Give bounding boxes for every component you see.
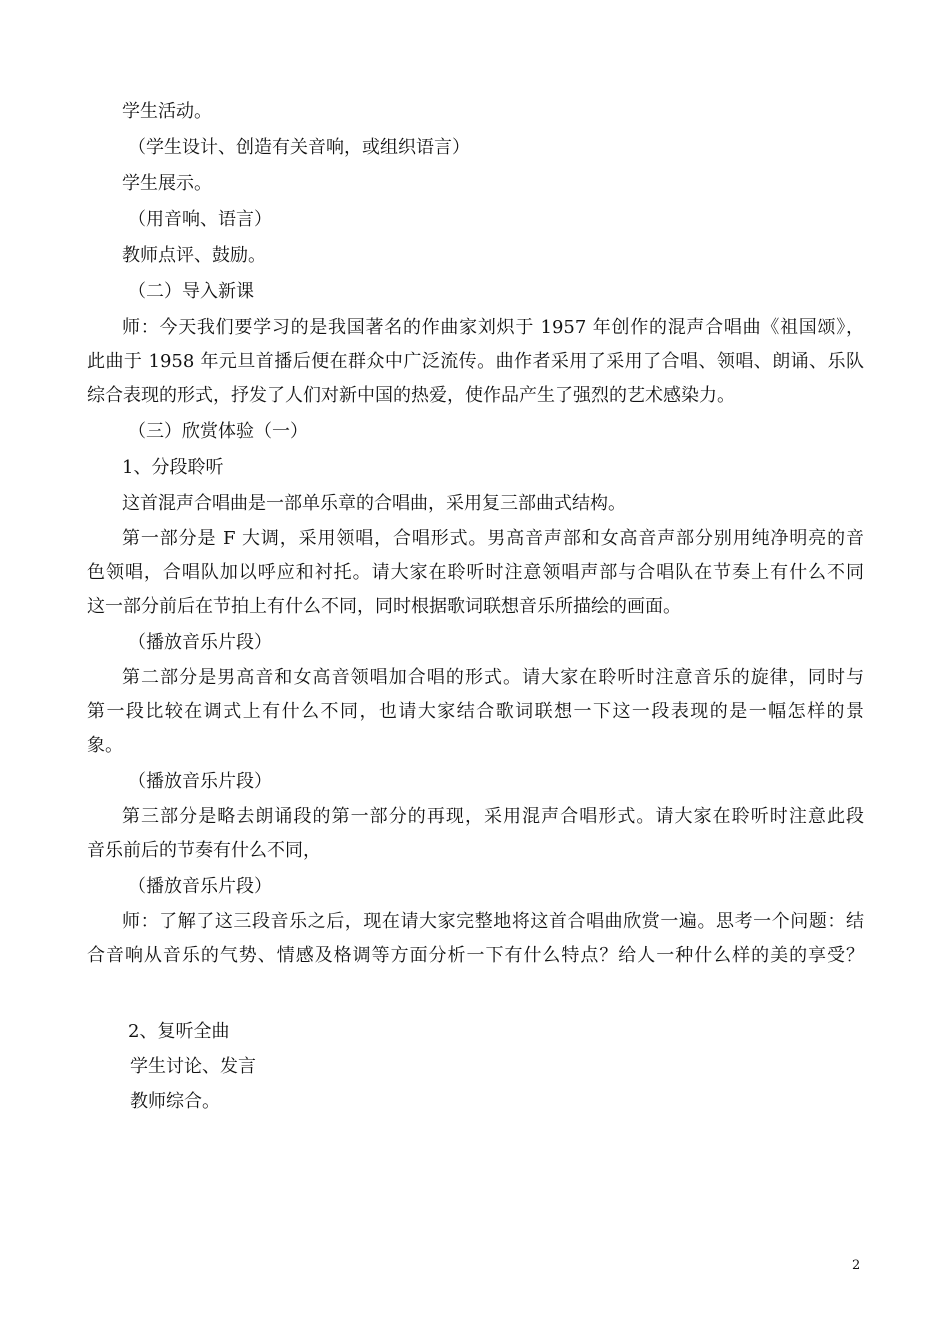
section-heading: （三）欣赏体验（一） (128, 421, 308, 442)
paragraph-line: 师：了解了这三段音乐之后，现在请大家完整地将这首合唱曲欣赏一遍。思考一个问题：结 (122, 911, 864, 932)
paragraph-line: 第三部分是略去朗诵段的第一部分的再现，采用混声合唱形式。请大家在聆听时注意此段 (122, 806, 864, 827)
text-line: 学生讨论、发言 (130, 1056, 256, 1077)
subsection-heading: 1、分段聆听 (122, 457, 224, 478)
paragraph-line: 综合表现的形式，抒发了人们对新中国的热爱，使作品产生了强烈的艺术感染力。 (87, 385, 735, 406)
paragraph-line: 第一部分是 F 大调，采用领唱，合唱形式。男高音声部和女高音声部分别用纯净明亮的音 (122, 528, 864, 549)
paragraph-line: 色领唱，合唱队加以呼应和衬托。请大家在聆听时注意领唱声部与合唱队在节奏上有什么不同 (87, 562, 864, 583)
stage-direction: （播放音乐片段） (128, 876, 272, 897)
paragraph-line: 第二部分是男高音和女高音领唱加合唱的形式。请大家在聆听时注意音乐的旋律，同时与 (122, 667, 864, 688)
text-line: （学生设计、创造有关音响，或组织语言） (128, 137, 470, 158)
text-line: 教师点评、鼓励。 (122, 245, 266, 266)
text-line: （用音响、语言） (128, 209, 272, 230)
paragraph-line: 这一部分前后在节拍上有什么不同，同时根据歌词联想音乐所描绘的画面。 (87, 596, 681, 617)
subsection-heading: 2、复听全曲 (128, 1021, 230, 1042)
stage-direction: （播放音乐片段） (128, 632, 272, 653)
paragraph-line: 师：今天我们要学习的是我国著名的作曲家刘炽于 1957 年创作的混声合唱曲《祖国颂》， (122, 317, 864, 338)
paragraph-line: 第一段比较在调式上有什么不同，也请大家结合歌词联想一下这一段表现的是一幅怎样的景 (87, 701, 864, 722)
text-line: 学生展示。 (122, 173, 212, 194)
paragraph-line: 音乐前后的节奏有什么不同， (87, 840, 321, 861)
section-heading: （二）导入新课 (128, 281, 254, 302)
stage-direction: （播放音乐片段） (128, 771, 272, 792)
paragraph-line: 这首混声合唱曲是一部单乐章的合唱曲，采用复三部曲式结构。 (122, 493, 626, 514)
paragraph-line: 此曲于 1958 年元旦首播后便在群众中广泛流传。曲作者采用了采用了合唱、领唱、朗诵、乐队 (87, 351, 864, 372)
paragraph-line: 合音响从音乐的气势、情感及格调等方面分析一下有什么特点？给人一种什么样的美的享受？ (87, 945, 864, 966)
text-line: 学生活动。 (122, 101, 212, 122)
text-line: 教师综合。 (130, 1091, 220, 1112)
paragraph-line: 象。 (87, 735, 123, 756)
page-number: 2 (852, 1258, 861, 1273)
